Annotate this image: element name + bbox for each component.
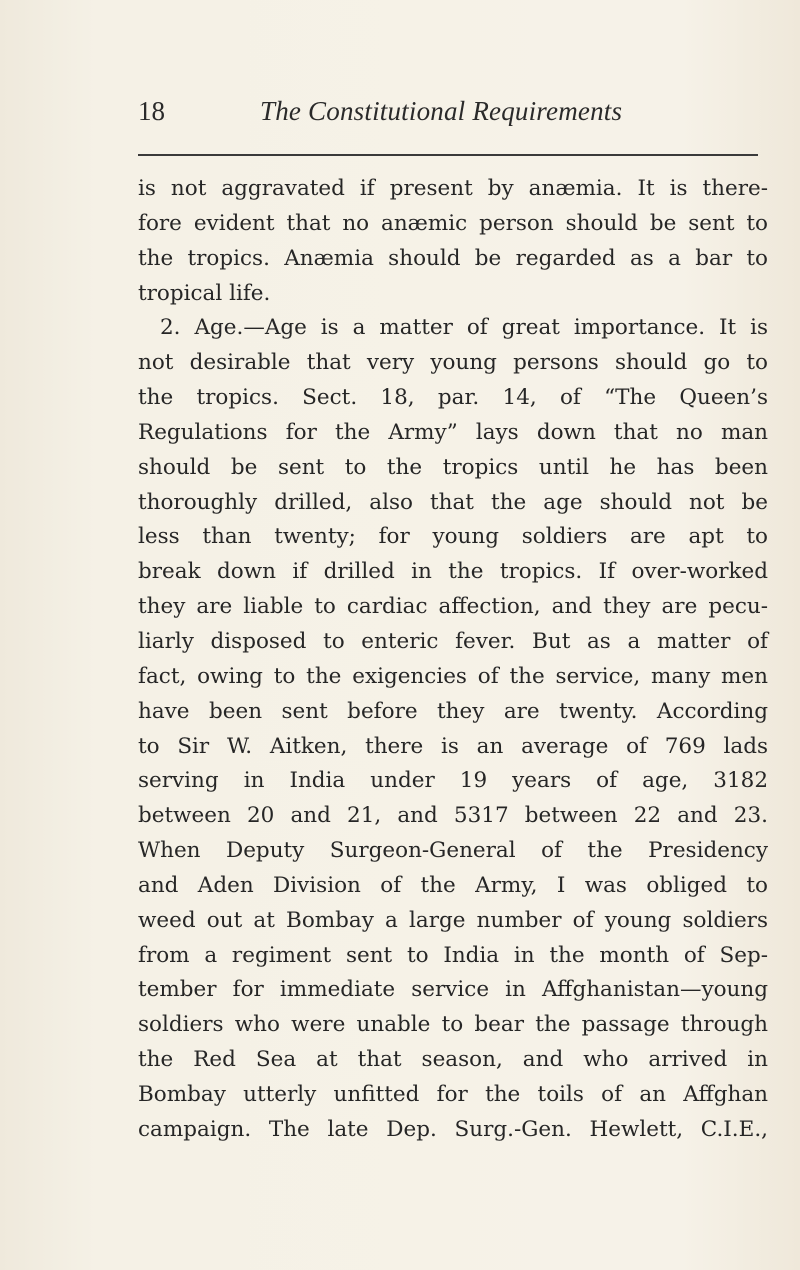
text-line: 2. Age.—Age is a matter of great importance. It is — [160, 315, 768, 341]
text-line: Regulations for the Army” lays down that no man — [138, 419, 768, 445]
text-line: fore evident that no anæmic person should be sent to — [138, 210, 768, 236]
text-line: the tropics. Sect. 18, par. 14, of “The Queen’s — [138, 385, 768, 411]
text-line: weed out at Bombay a large number of young soldiers — [138, 907, 768, 933]
body-text — [138, 172, 768, 1148]
text-line: serving in India under 19 years of age, 3182 — [138, 768, 768, 794]
text-line: is not aggravated if present by anæmia. It is there- — [138, 176, 768, 201]
text-line: fact, owing to the exigencies of the service, many men — [138, 663, 768, 689]
text-line: tember for immediate service in Affghanistan—young — [138, 977, 768, 1003]
text-line: they are liable to cardiac affection, and they are pecu- — [138, 594, 768, 620]
page-header — [138, 96, 758, 136]
text-line: thoroughly drilled, also that the age should not be — [138, 489, 768, 515]
text-line: from a regiment sent to India in the month of Sep- — [138, 942, 768, 968]
text-line: to Sir W. Aitken, there is an average of 769 lads — [138, 733, 768, 759]
text-line: have been sent before they are twenty. According — [138, 698, 768, 724]
text-line: less than twenty; for young soldiers are apt to — [138, 524, 768, 550]
text-line: campaign. The late Dep. Surg.-Gen. Hewlett, C.I.E., — [138, 1116, 768, 1142]
header-rule — [138, 154, 758, 156]
running-title: The Constitutional Requirements — [260, 96, 623, 126]
text-line: and Aden Division of the Army, I was obliged to — [138, 872, 768, 898]
text-line: When Deputy Surgeon-General of the Presidency — [138, 838, 768, 864]
text-line: between 20 and 21, and 5317 between 22 and 23. — [138, 803, 768, 829]
page-number: 18 — [138, 96, 165, 126]
text-line: the tropics. Anæmia should be regarded as a bar to — [138, 245, 768, 271]
text-line: soldiers who were unable to bear the passage through — [138, 1012, 768, 1038]
text-line: the Red Sea at that season, and who arrived in — [138, 1047, 768, 1073]
text-line: break down if drilled in the tropics. If over-worked — [138, 559, 768, 585]
text-line: tropical life. — [138, 280, 271, 306]
text-line: Bombay utterly unfitted for the toils of an Affghan — [138, 1081, 768, 1107]
text-line: not desirable that very young persons should go to — [138, 350, 768, 376]
text-line: should be sent to the tropics until he has been — [138, 454, 768, 480]
text-line: liarly disposed to enteric fever. But as a matter of — [138, 628, 768, 654]
